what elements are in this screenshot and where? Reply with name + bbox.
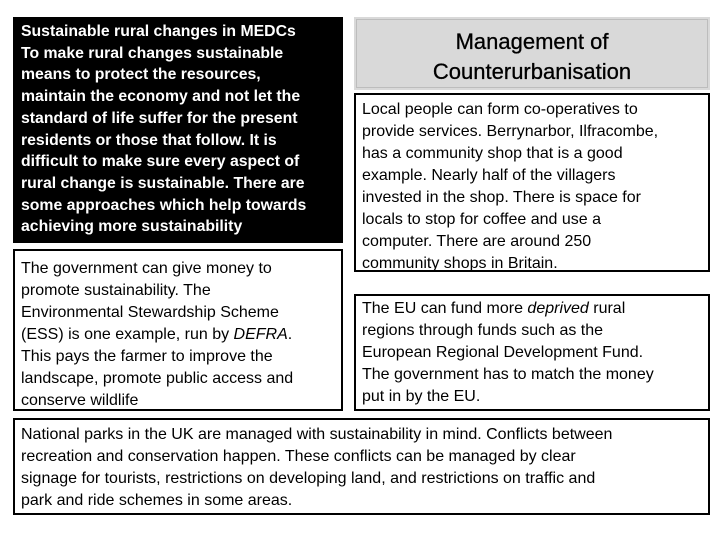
intro-line: residents or those that follow. It is [21,131,277,149]
parks-line: National parks in the UK are managed with sustainability in mind. Conflicts between [21,426,613,443]
parks-line: recreation and conservation happen. These conflicts can be managed by clear [21,448,576,465]
govt-line [21,324,335,346]
page-title-box [354,17,710,90]
national-parks-box [13,418,710,515]
govt-line: conserve wildlife [21,392,139,409]
government-funding-box [13,249,343,411]
govt-line: This pays the farmer to improve the [21,348,273,365]
govt-line: landscape, promote public access and [21,370,294,387]
intro-box [13,17,343,243]
page-title-line-2: Counterurbanisation [432,59,632,84]
intro-line: rural change is sustainable. There are [21,174,305,192]
eu-line: put in by the EU. [362,388,481,405]
page-title-line-1: Management of [455,29,609,54]
cooperatives-box [354,93,710,272]
eu-text: rural [588,300,626,317]
intro-line: means to protect the resources, [21,66,261,84]
govt-line: promote sustainability. The [21,282,211,299]
eu-line: regions through funds such as the [362,322,604,339]
intro-heading: Sustainable rural changes in MEDCs [21,23,296,40]
parks-line: signage for tourists, restrictions on developing land, and restrictions on traffic and [21,470,596,487]
intro-line: difficult to make sure every aspect of [21,153,300,171]
eu-funding-box [354,294,710,411]
govt-text: . [287,326,293,343]
coop-line: example. Nearly half of the villagers [362,167,616,184]
eu-line: European Regional Development Fund. [362,344,644,361]
eu-line: The government has to match the money [362,366,654,383]
eu-text: The EU can fund more [362,300,528,317]
coop-line: Local people can form co-operatives to [362,101,638,118]
intro-line: some approaches which help towards [21,196,307,214]
govt-line: Environmental Stewardship Scheme [21,304,279,321]
coop-line: provide services. Berrynarbor, Ilfracombe, [362,123,659,140]
coop-line: community shops in Britain. [362,255,558,272]
govt-line: The government can give money to [21,260,272,277]
defra-term: DEFRA [233,326,288,343]
govt-text: (ESS) is one example, run by [21,326,234,343]
intro-line: To make rural changes sustainable [21,44,284,62]
eu-line [362,298,702,320]
coop-line: locals to stop for coffee and use a [362,211,601,228]
intro-line: achieving more sustainability [21,218,243,236]
coop-line: invested in the shop. There is space for [362,189,641,206]
intro-line: maintain the economy and not let the [21,88,301,106]
intro-line: standard of life suffer for the present [21,109,298,127]
coop-line: has a community shop that is a good [362,145,623,162]
parks-line: park and ride schemes in some areas. [21,492,293,509]
coop-line: computer. There are around 250 [362,233,592,250]
deprived-term: deprived [527,300,589,317]
